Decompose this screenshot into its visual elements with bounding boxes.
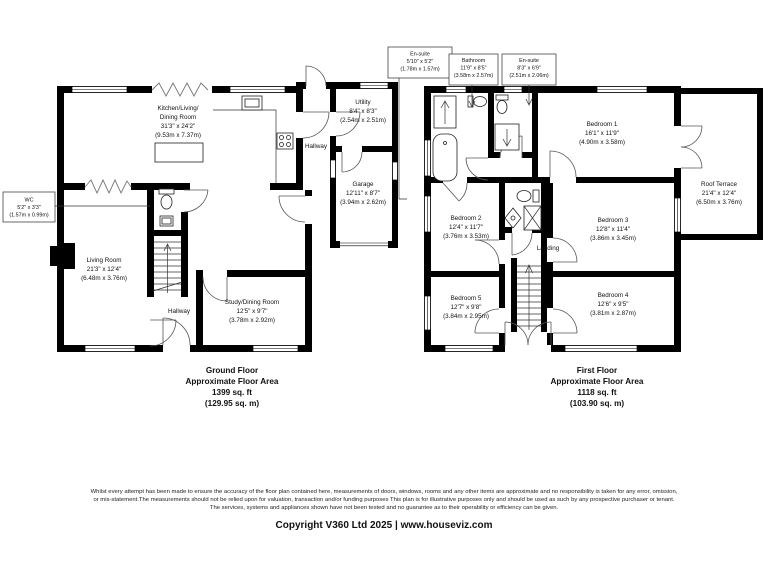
living-room-dims-metric: (6.48m x 3.76m) [81, 275, 127, 282]
first-floor-area-ft: 1118 sq. ft [577, 388, 617, 397]
wc-basin [160, 216, 173, 226]
wc-callout-imperial: 5'2" x 3'3" [17, 205, 41, 211]
disclaimer-line1: Whilst every attempt has been made to ensure the accuracy of the floor plan contained here, measurements of doors, windows, rooms and any other items are approximate and no responsibility is taken for any error, omission, [90, 489, 678, 495]
bathroom-callout-title: Bathroom [461, 58, 486, 64]
living-room-label: Living Room [86, 257, 122, 264]
bedroom4-dims-imperial: 12'6" x 9'5" [597, 301, 629, 308]
bedroom2-label: Bedroom 2 [450, 215, 482, 222]
roof-terrace-dims-metric: (6.50m x 3.76m) [696, 199, 742, 206]
garage-dims-imperial: 12'11" x 8'7" [345, 190, 381, 197]
wc-callout-metric: (1.57m x 0.99m) [9, 212, 49, 219]
study-label: Study/Dining Room [224, 299, 280, 306]
kitchen-dims-imperial: 31'3" x 24'2" [160, 123, 196, 130]
utility-label: Utility [355, 99, 371, 106]
shower-bathroom [434, 96, 456, 128]
bedroom4-label: Bedroom 4 [597, 292, 629, 299]
copyright-line: Copyright V360 Ltd 2025 | www.houseviz.com [275, 520, 493, 531]
shower-cubicle [524, 206, 541, 230]
roof-terrace-label: Roof Terrace [701, 181, 737, 188]
shower-ensuite [495, 124, 519, 150]
ensuite-top-callout-title: En-suite [410, 51, 430, 58]
kitchen-label-line2: Dining Room [159, 114, 197, 121]
toilet-ensuite [496, 95, 508, 114]
study-dims-imperial: 12'5" x 9'7" [236, 308, 268, 315]
bedroom1-dims-imperial: 16'1" x 11'9" [584, 130, 620, 137]
ensuite-top-callout-metric: (1.78m x 1.57m) [400, 66, 440, 73]
bedroom4-dims-metric: (3.81m x 2.87m) [590, 310, 636, 317]
first-floor-title: First Floor [576, 366, 618, 375]
bedroom3-dims-metric: (3.86m x 3.45m) [590, 235, 636, 242]
bedroom2-dims-imperial: 12'4" x 11'7" [448, 224, 484, 231]
ensuite-first-callout-title: En-suite [519, 58, 539, 64]
bedroom3-label: Bedroom 3 [597, 217, 629, 224]
bathtub [433, 134, 457, 181]
hob [277, 133, 293, 149]
bedroom5-dims-metric: (3.84m x 2.95m) [443, 313, 489, 320]
kitchen-sink [242, 96, 262, 110]
first-floor-area-label: Approximate Floor Area [550, 377, 644, 386]
ensuite-first-callout-imperial: 8'3" x 6'9" [517, 65, 541, 72]
garage-dims-metric: (3.94m x 2.62m) [340, 199, 386, 206]
ensuite-top-callout-imperial: 5'10" x 5'2" [406, 59, 434, 65]
kitchen-dims-metric: (9.53m x 7.37m) [155, 132, 201, 139]
ground-floor-title: Ground Floor [205, 366, 259, 375]
living-room-dims-imperial: 21'3" x 12'4" [86, 266, 122, 273]
hallway-upper-label: Hallway [304, 143, 328, 150]
ground-floor-area-ft: 1399 sq. ft [211, 388, 253, 397]
bedroom5-label: Bedroom 5 [450, 295, 482, 302]
bedroom3-dims-imperial: 12'8" x 11'4" [595, 226, 631, 233]
garage-label: Garage [352, 181, 374, 188]
disclaimer-line2: or mis-statement.The measurements should not be relied upon for valuation, transaction and/or funding purposes This plan is for illustrative purposes only and should be used as such by any prospective purchaser or tenant. [93, 497, 675, 503]
ensuite-first-callout-metric: (2.51m x 2.06m) [509, 73, 549, 79]
wc-callout-title: WC [24, 197, 34, 204]
roof-terrace-dims-imperial: 21'4" x 12'4" [701, 190, 737, 197]
bathroom-callout-imperial: 11'9" x 8'5" [460, 65, 487, 72]
ground-floor-area-m: (129.95 sq. m) [204, 399, 260, 408]
landing-label: Landing [536, 245, 560, 252]
toilet-small-ensuite [517, 190, 539, 202]
bedroom2-dims-metric: (3.76m x 3.53m) [443, 233, 489, 240]
toilet-bathroom [468, 96, 487, 107]
bathroom-callout-metric: (3.58m x 2.57m) [453, 73, 494, 79]
utility-dims-metric: (2.54m x 2.51m) [340, 117, 386, 124]
utility-dims-imperial: 8'4" x 8'3" [349, 108, 377, 115]
kitchen-island [155, 143, 203, 162]
ground-floor-area-label: Approximate Floor Area [185, 377, 279, 386]
hallway-lower-label: Hallway [167, 308, 191, 315]
bedroom5-dims-imperial: 12'7" x 9'8" [450, 304, 482, 311]
study-dims-metric: (3.78m x 2.92m) [229, 317, 275, 324]
kitchen-label: Kitchen/Living/ [157, 105, 199, 112]
disclaimer-line3: The services, systems and appliances shown have not been tested and no guarantee as to their operability or efficiency can be given. [209, 505, 559, 511]
first-floor-area-m: (103.90 sq. m) [569, 399, 625, 408]
bedroom1-label: Bedroom 1 [586, 121, 618, 128]
bedroom1-dims-metric: (4.90m x 3.58m) [579, 139, 625, 146]
